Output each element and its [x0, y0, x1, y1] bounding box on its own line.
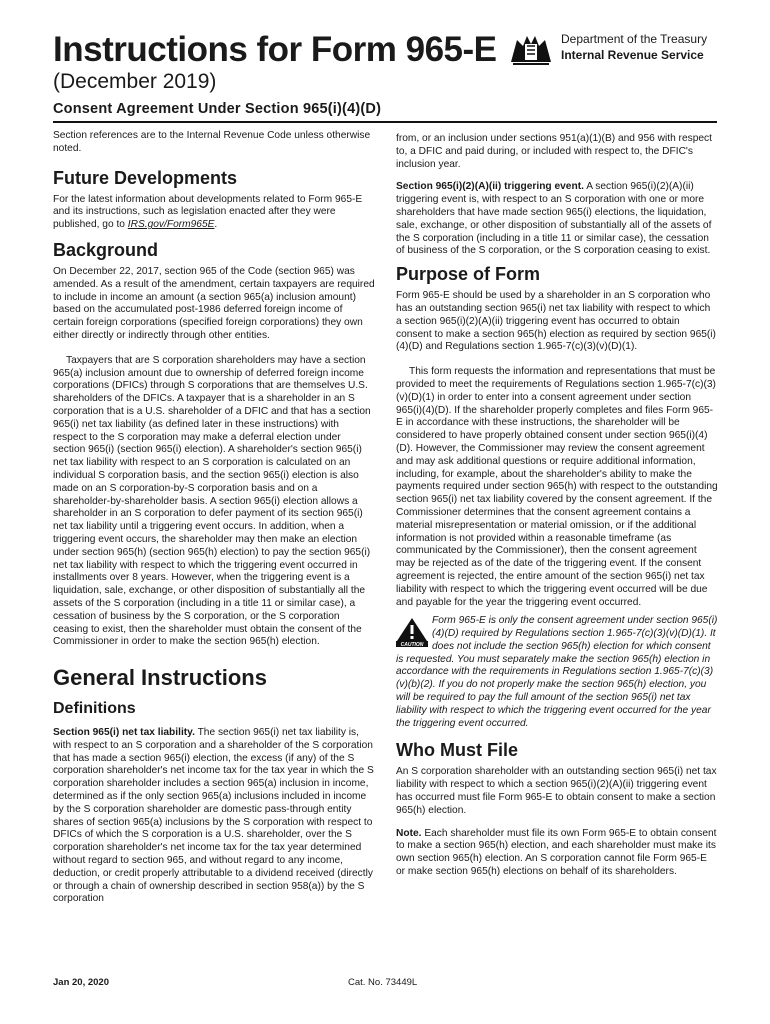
- agency-block: [507, 32, 721, 68]
- who-must-file-text: An S corporation shareholder with an outstanding section 965(i) net tax liability with respect to which a section 965(i)(2)(A)(ii) triggering event has occurred must file Form 965-E to obtain consent to make a section 965(h) election.: [396, 766, 717, 816]
- page-title: Instructions for Form 965-E: [53, 30, 497, 69]
- caution-text: Form 965-E is only the consent agreement under section 965(i)(4)(D) required by Regulations section 1.965-7(c)(3)(v)(D)(1). It does not include the section 965(h) election for which consent is requested. You must separately make the section 965(h) election in accordance with the requirements in Regulations section 1.965-7(c)(3)(v)(b)(2). If you do not properly make the section 965(h) election, you will be required to pay the full amount of the section 965(i) net tax liability with respect to which the triggering event occurred for the year the triggering event occurred.: [396, 615, 718, 729]
- consent-subtitle: Consent Agreement Under Section 965(i)(4)(D): [53, 101, 382, 117]
- background-paragraph-2: Taxpayers that are S corporation shareholders may have a section 965(a) inclusion amount due to ownership of deferred foreign income corporations (DFICs) through S corporations that are themselves U.S. shareholders of the DFICs. A taxpayer that is a shareholder in an S corporation that is a U.S. shareholder of a DFIC and that has a section 965(i) net tax liability (as defined later in these instructions) with respect to the S corporation may make a deferral election under section 965(i) (section 965(i) election). A shareholder's section 965(i) net tax liability with respect to an S corporation is calculated on an individual S corporation basis, and the section 965(i) election is also made on an S corporation-by-S corporation basis and on a shareholder-by-shareholder basis. A section 965(i) election allows a shareholder in an S corporation to defer payment of its section 965(i) net tax liability until a triggering event occurs. In addition, when a triggering event occurs, the shareholder may then make an election under section 965(h) (section 965(h) election) to pay the section 965(i) net tax liability with respect to which the triggering event occurred in installments over 8 years. However, when the triggering event is a liquidation, sale, exchange, or other disposition of substantially all the assets of the S corporation (including in a title 11 or similar case), a cessation of business by the S corporation, or the S corporation ceasing to exist, then the shareholder must obtain the consent of the Commissioner in order to make the section 965(h) election.: [53, 354, 371, 648]
- definitions-heading: Definitions: [53, 700, 136, 718]
- purpose-paragraph-1: Form 965-E should be used by a shareholder in an S corporation who has an outstanding section 965(i) net tax liability with respect to which a section 965(i)(2)(A)(ii) triggering event has occurred to obtain consent to make a section 965(h) election as required by section 965(i)(4)(D) and Regulations section 1.965-7(c)(3)(v)(D)(1).: [396, 290, 716, 353]
- future-developments-heading: Future Developments: [53, 167, 238, 188]
- agency-name: Internal Revenue Service: [561, 48, 704, 62]
- caution-icon: [396, 617, 428, 647]
- catalog-number: Cat. No. 73449L: [348, 977, 418, 988]
- caution-note: [396, 615, 718, 730]
- form965e-link[interactable]: IRS.gov/Form965E: [127, 219, 215, 231]
- left-column: [53, 130, 375, 912]
- purpose-heading: Purpose of Form: [396, 264, 541, 285]
- definition-net-tax-liability: Section 965(i) net tax liability. The section 965(i) net tax liability is, with respect to an S corporation and a shareholder of the S corporation that has made a section 965(i) election, the excess (if any) of the S corporation shareholder's net income tax for the tax year in which the S corporation shareholder includes a section 965(a) inclusion in income, determined as if the only section 965(a) inclusions included in income by the S corporation shareholder are domestic pass-through entity shares of section 965(a) inclusions by the S corporation with respect to DFICs of which the S corporation is a U.S. shareholder, over the S corporation shareholder's net income tax for the tax year determined without regard to section 965, and without regard to any income, deduction, or credit properly attributable to a dividend received (directly or through a chain of ownership described in section 958(a)) by the S corporation: [53, 727, 374, 905]
- header-rule: [53, 121, 717, 123]
- background-heading: Background: [53, 239, 159, 260]
- purpose-paragraph-2: This form requests the information and representations that must be provided to meet the requirements of Regulations section 1.965-7(c)(3)(v)(D)(1) in order to enter into a consent agreement under section 965(i)(4)(D). If the shareholder properly completes and files Form 965-E in accordance with these instructions, the shareholder will be considered to have properly obtained consent under section 965(i)(4)(D). However, the Commissioner may review the consent agreement and may ask additional questions or require additional information, including, for example, about the shareholder's ability to make the payments required under section 965(h) with respect to the outstanding section 965(i) net tax liability covered by the consent agreement. If the Commissioner determines that the consent agreement contains a material misrepresentation or material omission, or if the additional information is not provided within a reasonable timeframe (as communicated by the Commissioner), then the consent agreement may be rejected as of the date of the triggering event. If the consent agreement is rejected, the entire amount of the section 965(i) net tax liability with respect to which the triggering event occurred will be due and payable for the year the triggering event occurred.: [396, 366, 718, 608]
- general-instructions-heading: General Instructions: [53, 665, 267, 691]
- revision-date: (December 2019): [53, 70, 217, 93]
- irs-eagle-logo-icon: [507, 32, 555, 68]
- continued-text: from, or an inclusion under sections 951(a)(1)(B) and 956 with respect to, a DFIC and paid during, or included with respect to, the DFIC's inclusion year.: [396, 133, 712, 170]
- background-paragraph-1: On December 22, 2017, section 965 of the Code (section 965) was amended. As a result of the amendment, certain taxpayers are required to include in income an amount (a section 965(a) inclusion amount) based on the accumulated post-1986 deferred foreign income of certain foreign corporations (specified foreign corporations) they own either directly or indirectly through other entities.: [53, 265, 375, 341]
- right-column: [396, 133, 718, 885]
- who-must-file-heading: Who Must File: [396, 740, 518, 761]
- note-text: Note. Each shareholder must file its own Form 965-E to obtain consent to make a section 965(h) election, and each shareholder must make its own section 965(h) election. An S corporation cannot file Form 965-E or make section 965(h) elections on behalf of its shareholders.: [396, 827, 717, 878]
- footer-date: Jan 20, 2020: [53, 977, 109, 988]
- caution-label: CAUTION: [400, 642, 424, 648]
- intro-text: Section references are to the Internal Revenue Code unless otherwise noted.: [53, 130, 371, 154]
- future-developments-text: For the latest information about developments related to Form 965-E and its instructions, such as legislation enacted after they were published, go to IRS.gov/Form965E.: [53, 193, 363, 231]
- department-name: Department of the Treasury: [561, 32, 708, 46]
- definition-triggering-event: Section 965(i)(2)(A)(ii) triggering event. A section 965(i)(2)(A)(ii) triggering event is, with respect to an S corporation with one or more shareholders that have made section 965(i) elections, the liquidation, sale, exchange, or other disposition of substantially all of the assets of the S corporation (including in a title 11 or similar case), the cessation of business of the S corporation, or the S corporation ceasing to exist.: [396, 181, 712, 257]
